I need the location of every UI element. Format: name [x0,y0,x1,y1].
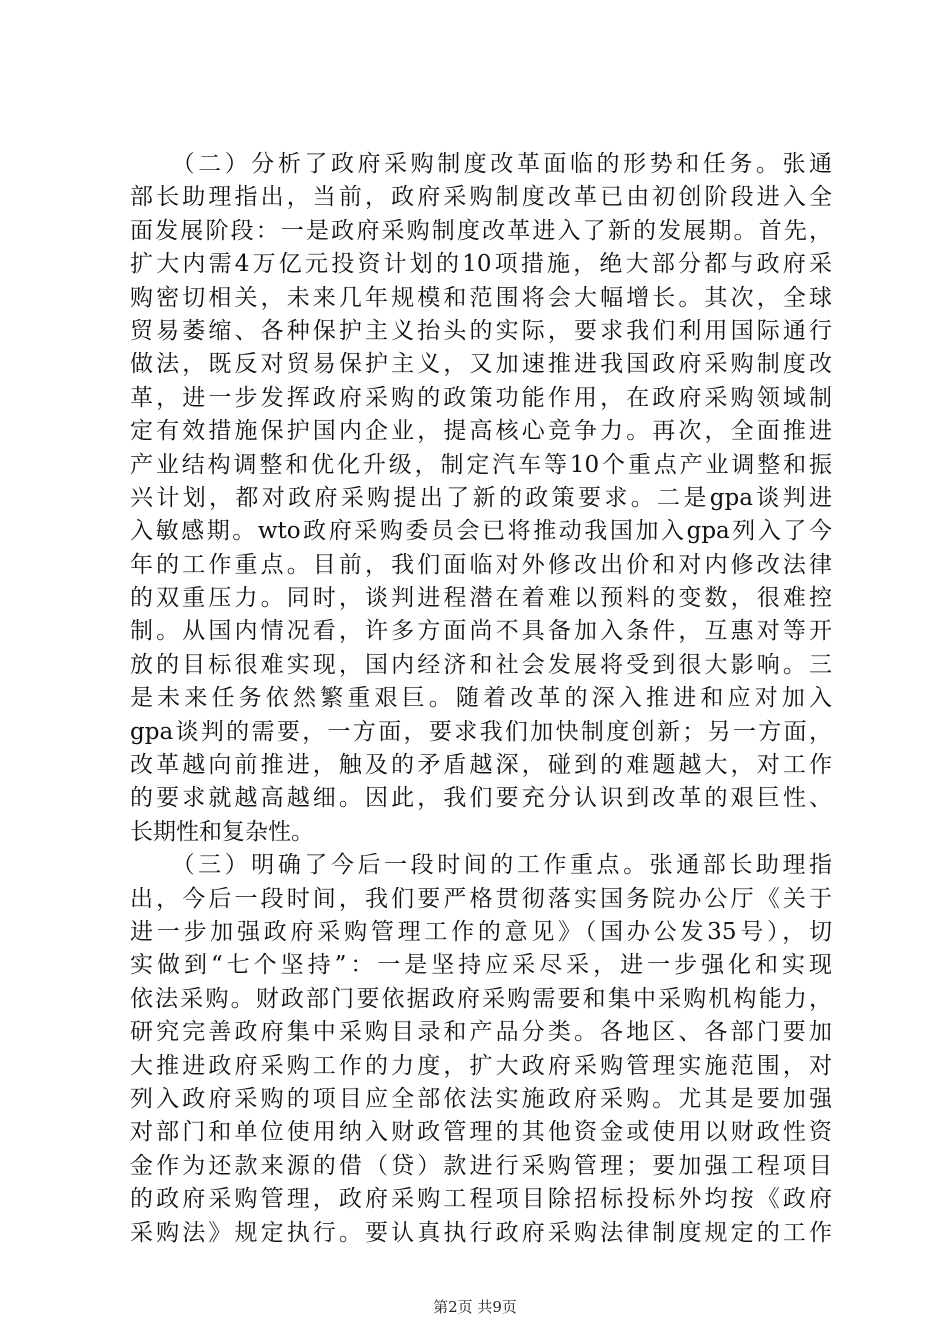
text-line: 列入政府采购的项目应全部依法实施政府采购。尤其是要加强 [130,1085,832,1112]
document-body [130,148,832,1250]
text-line: 是未来任务依然繁重艰巨。随着改革的深入推进和应对加入 [130,685,832,712]
text-line: 贸易萎缩、各种保护主义抬头的实际，要求我们利用国际通行 [130,317,832,344]
text-line: 制。从国内情况看，许多方面尚不具备加入条件，互惠对等开 [130,618,832,645]
text-line: 入敏感期。wto政府采购委员会已将推动我国加入gpa列入了今 [130,518,832,545]
text-line: 金作为还款来源的借（贷）款进行采购管理；要加强工程项目 [130,1152,832,1179]
text-line: 的政府采购管理，政府采购工程项目除招标投标外均按《政府 [130,1186,832,1213]
text-line: 年的工作重点。目前，我们面临对外修改出价和对内修改法律 [130,551,832,578]
text-line: 对部门和单位使用纳入财政管理的其他资金或使用以财政性资 [130,1119,832,1146]
text-line: （二）分析了政府采购制度改革面临的形势和任务。张通 [130,151,832,177]
text-line: 采购法》规定执行。要认真执行政府采购法律制度规定的工作 [130,1219,832,1246]
text-line: 进一步加强政府采购管理工作的意见》（国办公发35号），切 [130,918,832,945]
text-line: 实做到“七个坚持”：一是坚持应采尽采，进一步强化和实现 [130,952,832,979]
text-line: 扩大内需4万亿元投资计划的10项措施，绝大部分都与政府采 [130,251,832,278]
text-line: 的双重压力。同时，谈判进程潜在着难以预料的变数，很难控 [130,585,832,612]
text-line: 面发展阶段：一是政府采购制度改革进入了新的发展期。首先， [130,217,832,244]
text-line: 大推进政府采购工作的力度，扩大政府采购管理实施范围，对 [130,1052,832,1079]
text-line: 改革越向前推进，触及的矛盾越深，碰到的难题越大，对工作 [130,752,832,779]
text-line: 产业结构调整和优化升级，制定汽车等10个重点产业调整和振 [130,451,832,478]
text-line: 购密切相关，未来几年规模和范围将会大幅增长。其次，全球 [130,284,832,311]
text-line: 出，今后一段时间，我们要严格贯彻落实国务院办公厅《关于 [130,885,832,912]
text-line: 的要求就越高越细。因此，我们要充分认识到改革的艰巨性、 [130,785,832,812]
text-line: 定有效措施保护国内企业，提高核心竞争力。再次，全面推进 [130,418,832,445]
text-line: 兴计划，都对政府采购提出了新的政策要求。二是gpa谈判进 [130,484,832,511]
text-line: 革，进一步发挥政府采购的政策功能作用，在政府采购领域制 [130,384,832,411]
text-line: 依法采购。财政部门要依据政府采购需要和集中采购机构能力， [130,985,832,1012]
text-line: 放的目标很难实现，国内经济和社会发展将受到很大影响。三 [130,651,832,678]
text-line: 部长助理指出，当前，政府采购制度改革已由初创阶段进入全 [130,184,832,211]
text-line-paragraph-end: 长期性和复杂性。 [130,818,314,845]
text-line: （三）明确了今后一段时间的工作重点。张通部长助理指 [130,852,832,879]
text-line: 研究完善政府集中采购目录和产品分类。各地区、各部门要加 [130,1019,832,1046]
text-line: gpa谈判的需要，一方面，要求我们加快制度创新；另一方面， [130,718,832,745]
page-footer: 第2页 共9页 [433,1298,517,1316]
text-line: 做法，既反对贸易保护主义，又加速推进我国政府采购制度改 [130,351,832,378]
